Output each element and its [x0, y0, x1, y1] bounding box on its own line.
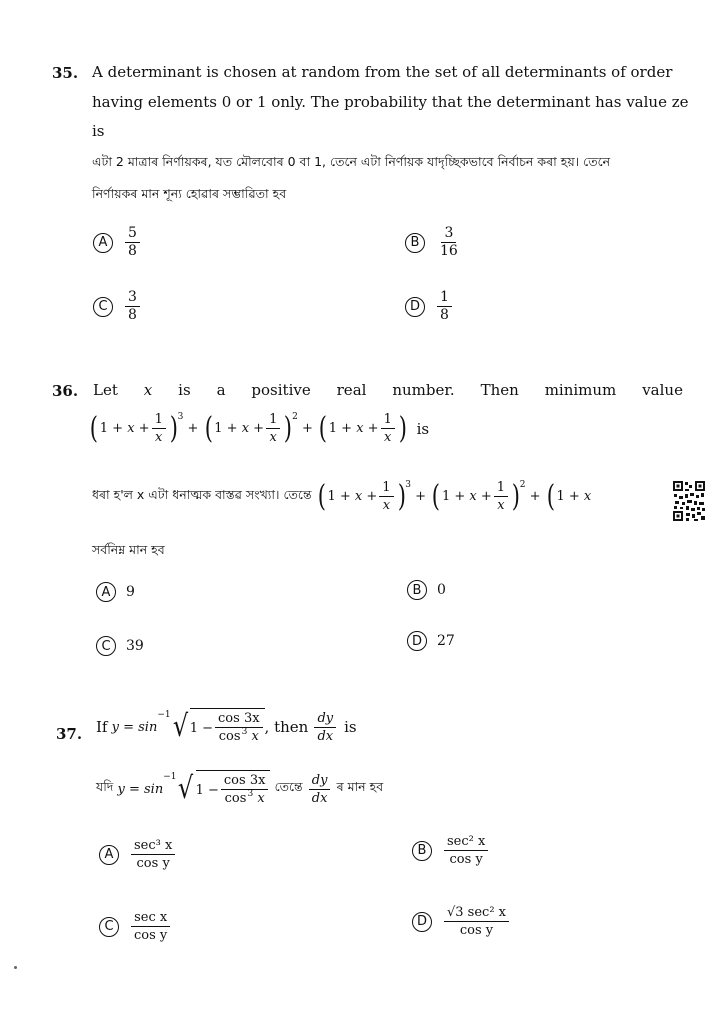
q37-as-expression: যদি y = sin −1 √ 1 − $\frac{\cos 3x}{\cos^3 x}$ তেন্তে $\frac{dy}{dx}$ ৰ মান হব — [96, 771, 384, 806]
q36-option-c[interactable] — [96, 636, 144, 656]
q35-as-line1: এটা 2 মাত্ৰাৰ নিৰ্ণায়কৰ, যত মৌলবোৰ 0 বা 1, তেনে এটা নিৰ্ণায়ক যাদৃচ্ছিকভাবে নিৰ্বাচন কৰা হয়। তেনে — [92, 154, 611, 169]
option-c-marker[interactable]: C — [99, 917, 119, 937]
q37-option-d[interactable] — [412, 905, 511, 938]
q36-as-line2: সৰ্বনিম্ন মান হব — [92, 542, 165, 557]
option-d-marker[interactable]: D — [412, 912, 432, 932]
q36-option-d[interactable] — [407, 631, 455, 651]
option-b-marker[interactable]: B — [407, 580, 427, 600]
option-c-marker[interactable]: C — [93, 297, 113, 317]
qr-code-icon — [672, 480, 706, 522]
q35-option-d[interactable] — [405, 290, 454, 323]
option-b-marker[interactable]: B — [412, 841, 432, 861]
option-c-fraction: $\frac{3}{8}$ — [125, 290, 140, 323]
q35-en-line3: is — [92, 122, 105, 140]
option-d-fraction: $\frac{\text{√3 sec² x}}{\text{cos y}}$ — [444, 905, 509, 938]
option-a-marker[interactable]: A — [93, 233, 113, 253]
q36-en-line1: Let x is a positive real number. Then minimum value — [93, 381, 683, 399]
option-a-fraction: $\frac{5}{8}$ — [125, 226, 140, 259]
q35-option-b[interactable] — [405, 226, 463, 259]
option-b-fraction: $\frac{\text{sec² x}}{\text{cos y}}$ — [444, 834, 488, 867]
q35-option-c[interactable] — [93, 290, 142, 323]
q37-option-c[interactable] — [99, 910, 172, 943]
q36-option-b[interactable] — [407, 580, 446, 600]
q35-number: 35. — [52, 64, 79, 82]
scan-speck — [14, 966, 17, 969]
q35-en-line2: having elements 0 or 1 only. The probability that the determinant has value ze — [92, 93, 689, 111]
q37-option-b[interactable] — [412, 834, 490, 867]
option-c-marker[interactable]: C — [96, 636, 116, 656]
q35-option-a[interactable] — [93, 226, 142, 259]
option-a-fraction: $\frac{\text{sec³ x}}{\text{cos y}}$ — [131, 838, 175, 871]
option-a-value: 9 — [126, 584, 135, 600]
option-d-marker[interactable]: D — [407, 631, 427, 651]
option-a-marker[interactable]: A — [96, 582, 116, 602]
option-c-fraction: $\frac{\text{sec x}}{\text{cos y}}$ — [131, 910, 170, 943]
q37-expression: If y = sin −1 √ 1 − $\frac{\cos 3x}{\cos^3 x}$ , then $\frac{dy}{dx}$ is — [96, 709, 357, 744]
q37-number: 37. — [56, 725, 83, 743]
q35-as-line2: নিৰ্ণায়কৰ মান শূন্য হোৱাৰ সম্ভাৱিতা হব — [92, 186, 287, 201]
q36-number: 36. — [52, 382, 79, 400]
option-d-fraction: $\frac{1}{8}$ — [437, 290, 452, 323]
option-b-marker[interactable]: B — [405, 233, 425, 253]
q36-expression: ( 1 + x + $\frac{1}{x}$ ) 3 + ( 1 + x + $\frac{1}{x}$ ) 2 + ( 1 + x + $\frac{1}{x}$ ) is — [89, 410, 430, 446]
q36-as-expression-line: ধৰা হ'ল x এটা ধনাত্মক বাস্তৱ সংখ্যা। তেন্তে ( 1 + x + $\frac{1}{x}$ ) 3 + ( 1 + x + $\frac{1}{x}$ ) 2 + ( 1 + x — [92, 480, 592, 513]
option-c-value: 39 — [126, 638, 144, 654]
q37-option-a[interactable] — [99, 838, 177, 871]
option-d-value: 27 — [437, 633, 455, 649]
q36-option-a[interactable] — [96, 582, 135, 602]
option-b-fraction: $\frac{3}{16}$ — [440, 225, 458, 259]
option-b-value: 0 — [437, 582, 446, 598]
option-a-marker[interactable]: A — [99, 845, 119, 865]
q35-en-line1: A determinant is chosen at random from the set of all determinants of order — [92, 63, 673, 81]
option-d-marker[interactable]: D — [405, 297, 425, 317]
